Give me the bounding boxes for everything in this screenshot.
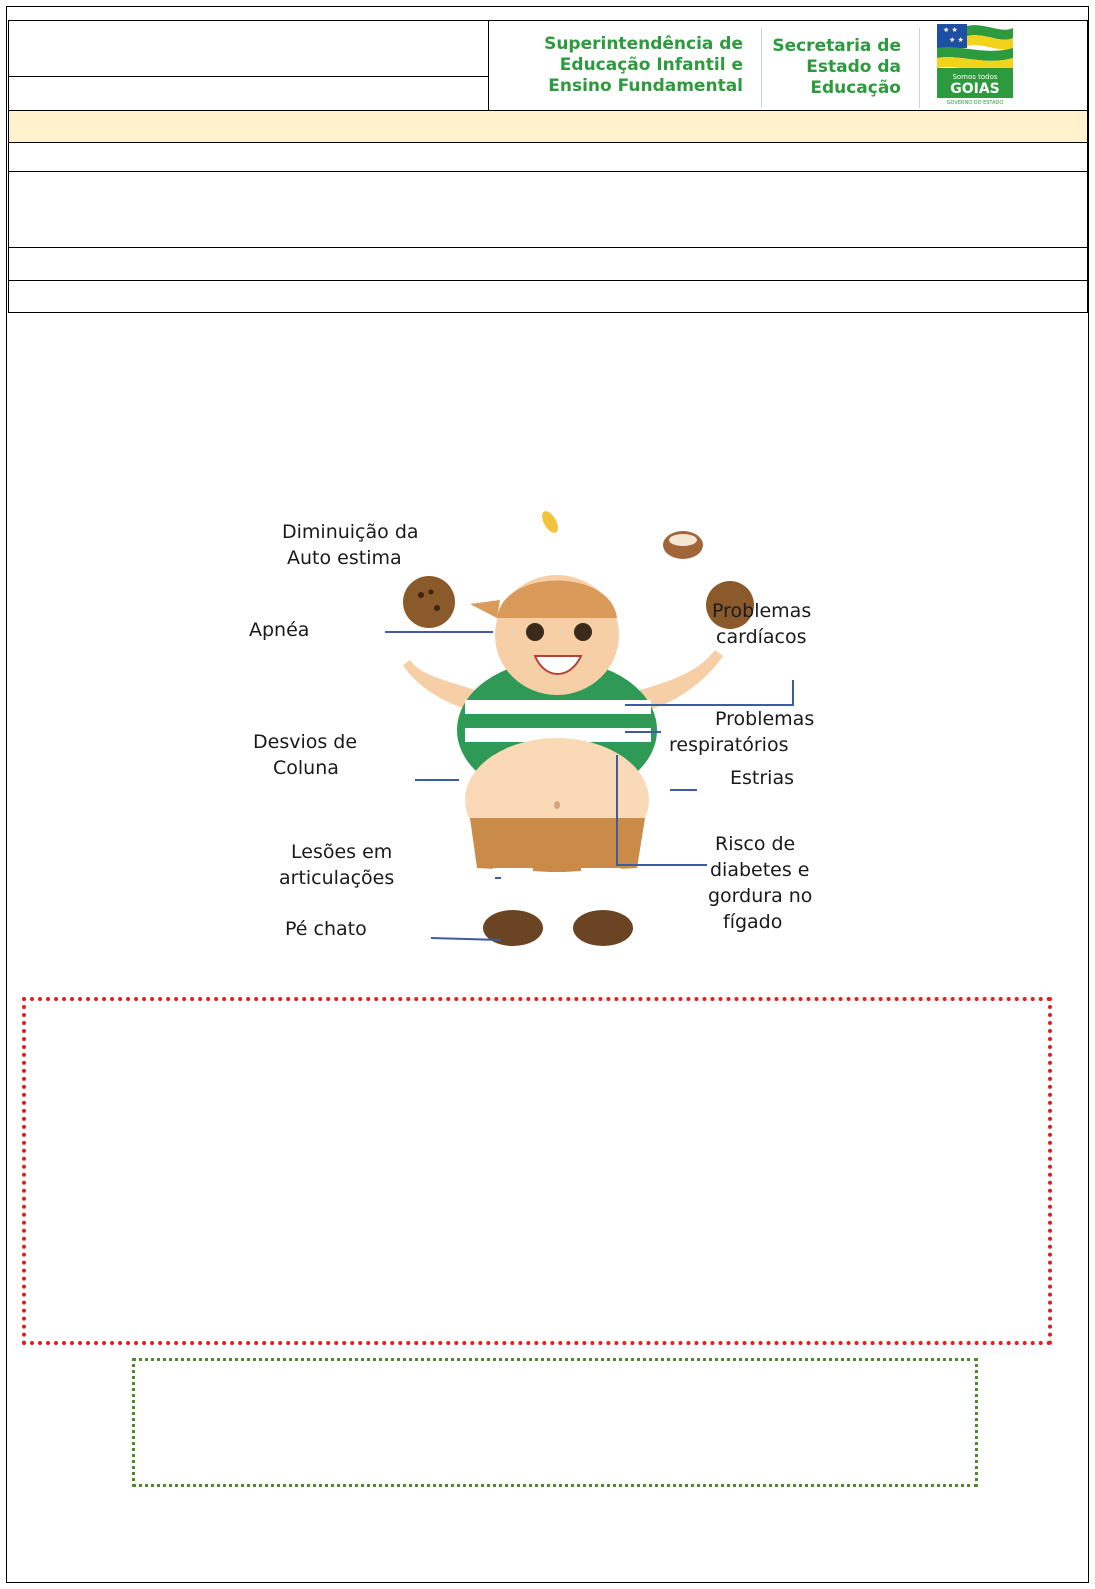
label-respiratorios: Problemas respiratórios: [669, 708, 815, 756]
header-row-info: [9, 143, 1088, 172]
logo-divider: [761, 28, 762, 108]
label-diabetes: Risco de diabetes e gordura no fígado: [708, 833, 813, 933]
cupcake-icon: [663, 531, 703, 559]
label-autoestima: Diminuição da Auto estima: [282, 521, 419, 569]
goias-small-text: Somos todos: [952, 73, 998, 81]
logo-line: Estado da: [806, 57, 901, 77]
logo-line: Secretaria de: [772, 36, 901, 56]
header-highlight-row: [9, 111, 1088, 143]
label-pe-chato: Pé chato: [285, 918, 367, 940]
svg-text:★ ★: ★ ★: [943, 26, 958, 34]
svg-text:★ ★: ★ ★: [949, 36, 964, 44]
label-cardiacos: Problemas cardíacos: [712, 600, 812, 648]
logo-superintendencia: [495, 34, 743, 97]
logo-secretaria: [771, 36, 901, 99]
logo-line: Educação: [810, 78, 901, 98]
cookie-icon: [403, 576, 455, 628]
answer-box-green: [132, 1358, 978, 1487]
goias-tiny-text: GOVERNO DO ESTADO: [946, 100, 1004, 106]
logo-line: Educação Infantil e: [559, 55, 743, 75]
government-logo: [495, 22, 1085, 110]
header-row-content: [9, 172, 1088, 248]
header-row-skill: [9, 248, 1088, 281]
header-cell-school: [9, 21, 489, 77]
logo-divider: [919, 28, 920, 108]
label-articulacoes: Lesões em articulações: [279, 841, 395, 889]
label-estrias: Estrias: [730, 767, 794, 789]
obesity-illustration: [245, 500, 865, 970]
label-apnea: Apnéa: [249, 619, 310, 641]
answer-box-red: [22, 997, 1052, 1345]
label-coluna: Desvios de Coluna: [253, 731, 358, 779]
logo-line: Superintendência de: [544, 34, 743, 54]
header-cell-student: [9, 77, 489, 111]
goias-flag-icon: [935, 22, 1015, 107]
goias-big-text: GOIAS: [950, 81, 1000, 97]
logo-line: Ensino Fundamental: [548, 76, 743, 96]
header-row-objective: [9, 281, 1088, 313]
